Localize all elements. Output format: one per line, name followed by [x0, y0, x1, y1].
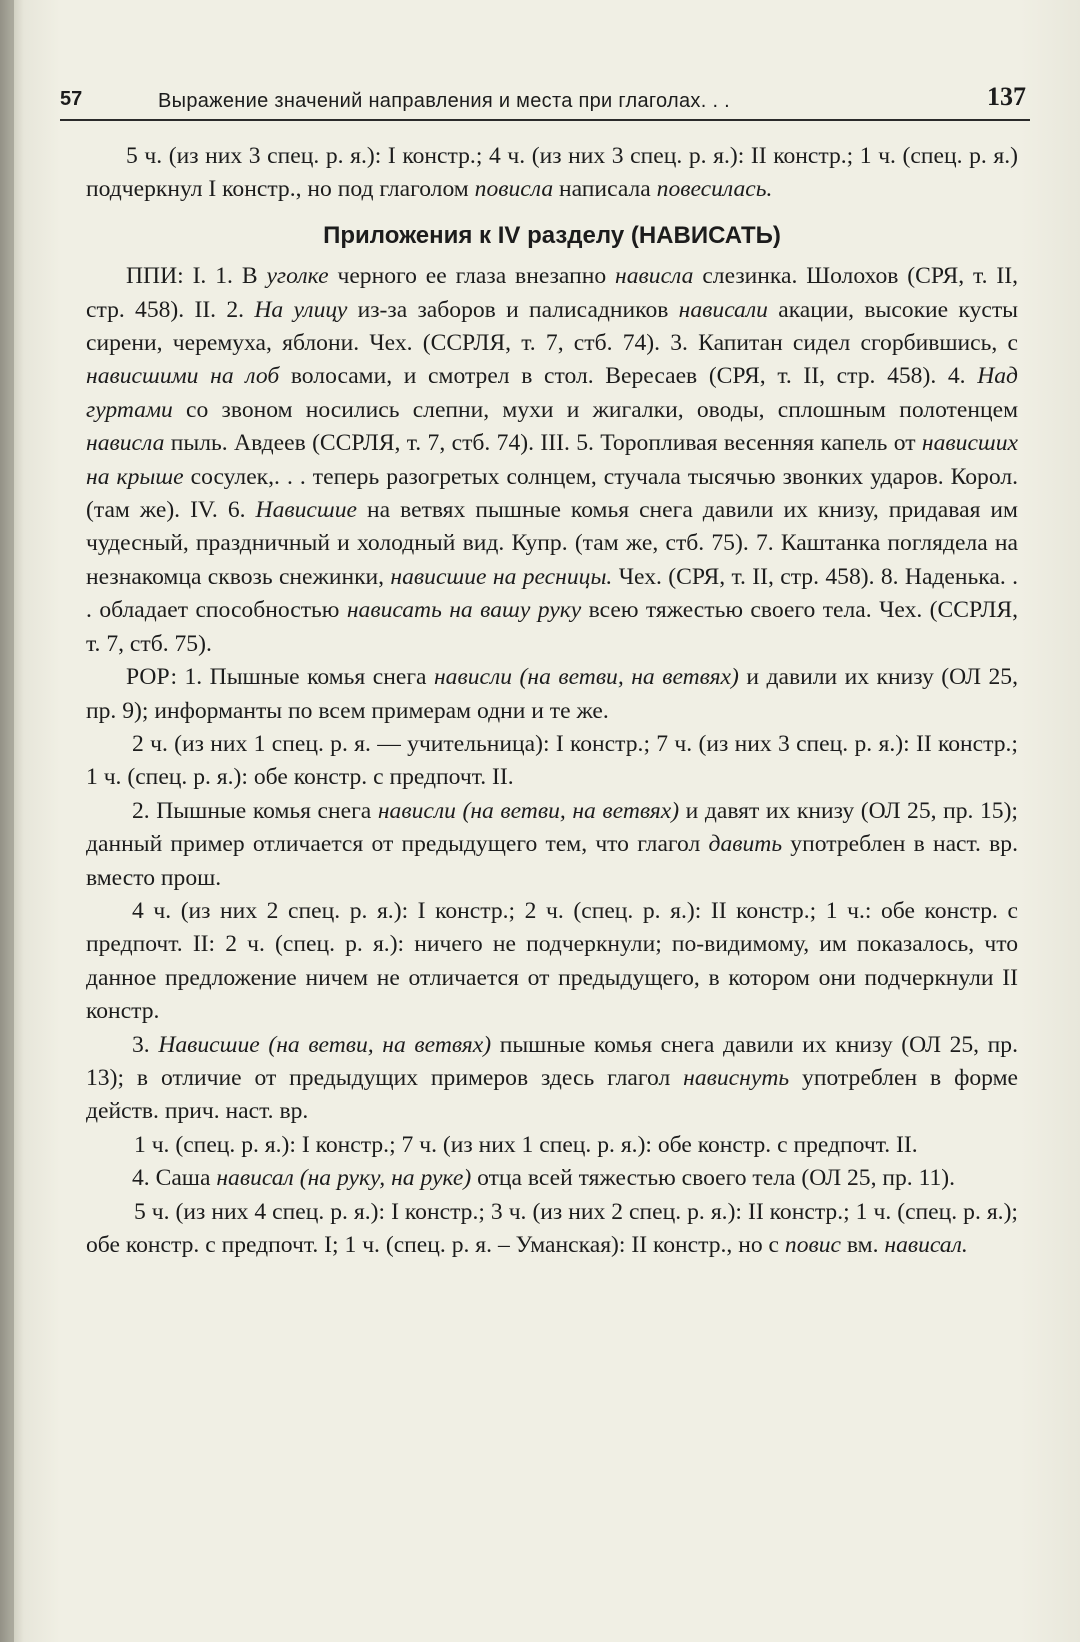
page-number-right: 137	[987, 82, 1026, 111]
page-number-left: 57	[60, 88, 83, 110]
paragraph-stats-1: 2 ч. (из них 1 спец. р. я. — учительница): I констр.; 7 ч. (из них 3 спец. р. я.): II констр.; 1 ч. (спец. р. я.): обе констр. с предпочт. II.	[86, 730, 1018, 791]
paragraph-ror-1: РОР: 1. Пышные комья снега нависли (на ветви, на ветвях) и давили их книзу (ОЛ 25, пр. 9); информанты по всем примерам одни и те же.	[86, 664, 1018, 724]
section-heading: Приложения к IV разделу (НАВИСАТЬ)	[323, 221, 781, 249]
page-body	[86, 140, 1018, 1262]
paragraph-stats-3: 1 ч. (спец. р. я.): I констр.; 7 ч. (из них 1 спец. р. я.): обе констр. с предпочт. II.	[134, 1131, 918, 1158]
paragraph-ror-3: 3. Нависшие (на ветви, на ветвях) пышные комья снега давили их книзу (ОЛ 25, пр. 13); в отличие от предыдущих примеров здесь глагол нависнуть употреблен в форме действ. прич. наст. вр.	[86, 1031, 1018, 1125]
paragraph-stats-2: 4 ч. (из них 2 спец. р. я.): I констр.; 2 ч. (спец. р. я.): II констр.; 1 ч.: обе констр. с предпочт. II: 2 ч. (спец. р. я.): ничего не подчеркнули; по-видимому, им показалось, что данное предложение ничем не отличается от предыдущего, в котором они подчеркнули II констр.	[86, 897, 1018, 1025]
header-rule	[60, 119, 1030, 121]
running-title: Выражение значений направления и места при глаголах. . .	[158, 90, 731, 112]
paragraph-1: 5 ч. (из них 3 спец. р. я.): I констр.; 4 ч. (из них 3 спец. р. я.): II констр.; 1 ч. (спец. р. я.) подчеркнул I констр., но под глаголом повисла написала повесилась.	[86, 143, 1018, 203]
paragraph-stats-4: 5 ч. (из них 4 спец. р. я.): I констр.; 3 ч. (из них 2 спец. р. я.): II констр.; 1 ч. (спец. р. я.); обе констр. с предпочт. I; 1 ч. (спец. р. я. – Уманская): II констр., но с повис вм. нависал.	[86, 1198, 1018, 1258]
paragraph-ppi: ППИ: I. 1. В уголке черного ее глаза внезапно нависла слезинка. Шолохов (СРЯ, т. II, стр. 458). II. 2. На улицу из-за заборов и палисадников нависали акации, высокие кусты сирени, черемуха, яблони. Чех. (ССРЛЯ, т. 7, стб. 74). 3. Капитан сидел сгорбившись, с нависшими на лоб волосами, и смотрел в стол. Вересаев (СРЯ, т. II, стр. 458). 4. Над гуртами со звоном носились слепни, мухи и жигалки, оводы, сплошным полотенцем нависла пыль. Авдеев (ССРЛЯ, т. 7, стб. 74). III. 5. Торопливая весенняя капель от нависших на крыше сосулек,. . . теперь разогретых солнцем, стучала тысячью звонких ударов. Корол. (там же). IV. 6. Нависшие на ветвях пышные комья снега давили их книзу, придавая им чудесный, праздничный и холодный вид. Купр. (там же, стб. 75). 7. Каштанка поглядела на незнакомца сквозь снежинки, нависшие на ресницы. Чех. (СРЯ, т. II, стр. 458). 8. Наденька. . . обладает способностью нависать на вашу руку всею тяжестью своего тела. Чех. (ССРЛЯ, т. 7, стб. 75).	[86, 263, 1019, 657]
page-header	[60, 82, 1030, 122]
paragraph-ror-2: 2. Пышные комья снега нависли (на ветви, на ветвях) и давят их книзу (ОЛ 25, пр. 15); данный пример отличается от предыдущего тем, что глагол давить употреблен в наст. вр. вместо прош.	[86, 797, 1019, 891]
page-binding-shadow	[0, 0, 14, 1642]
paragraph-ror-4: 4. Саша нависал (на руку, на руке) отца всей тяжестью своего тела (ОЛ 25, пр. 11).	[132, 1165, 956, 1192]
